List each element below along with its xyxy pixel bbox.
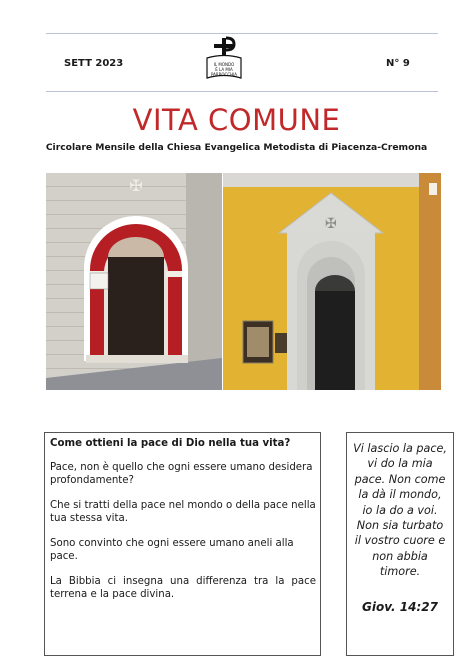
svg-text:È LA MIA: È LA MIA [215,67,233,72]
newsletter-title: VITA COMUNE [132,103,341,137]
newsletter-subtitle: Circolare Mensile della Chiesa Evangelica Metodista di Piacenza-Cremona [45,142,428,153]
bible-quote-reference: Giov. 14:27 [362,599,438,614]
bible-quote-text: Vi lascio la pace, vi do la mia pace. Non come la dà il mondo, io la do a voi. Non sia turbato il vostro cuore e non abbia timore. [353,442,447,579]
article-paragraph: Che si tratti della pace nel mondo o della pace nella tua stessa vita. [50,499,316,524]
article-paragraph: Sono convinto che ogni essere umano aneli alla pace. [50,537,294,562]
svg-text:✠: ✠ [325,216,337,232]
photo-yellow-facade [223,173,441,390]
header-rule [46,91,438,92]
issue-number: N° 9 [386,58,410,69]
svg-text:PARROCCHIA: PARROCCHIA [210,72,238,77]
bible-quote-box [346,432,454,656]
svg-text:✠: ✠ [129,176,143,195]
article-heading: Come ottieni la pace di Dio nella tua vita? [50,438,291,449]
svg-text:IL MONDO: IL MONDO [213,62,235,67]
issue-date: SETT 2023 [64,58,124,69]
top-rule [46,33,438,34]
article-box [44,432,321,656]
article-paragraph: La Bibbia ci insegna una differenza tra la pace terrena e la pace divina. [50,575,316,600]
photo-red-doorway [46,173,222,390]
article-paragraph: Pace, non è quello che ogni essere umano desidera profondamente? [50,461,313,486]
church-logo [203,36,245,86]
